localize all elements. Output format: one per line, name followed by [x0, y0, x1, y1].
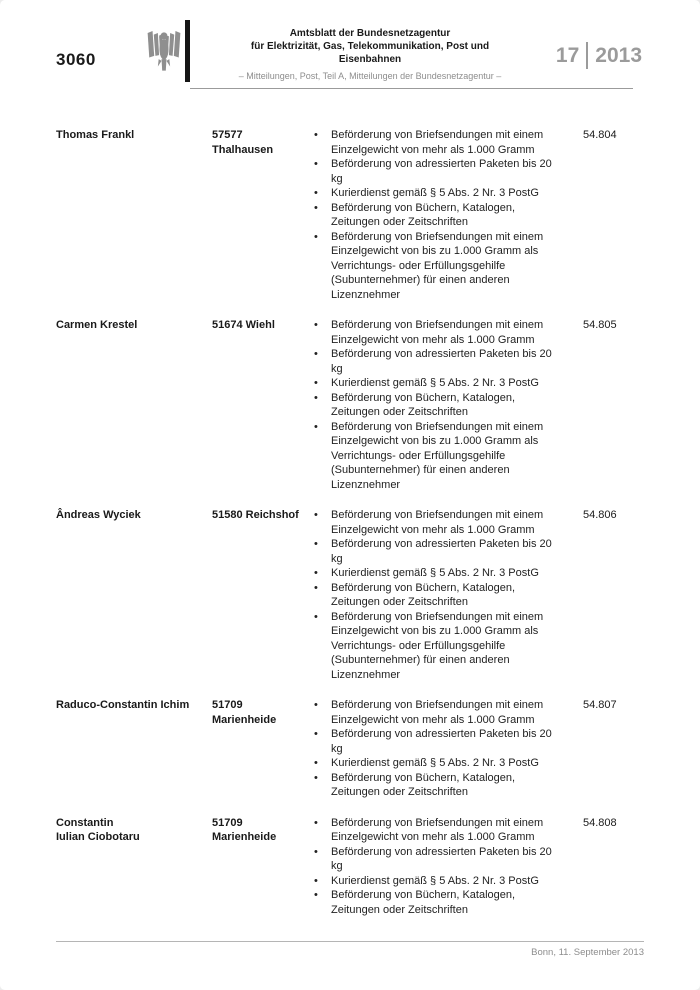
- service-item: [314, 157, 566, 186]
- service-item: [314, 771, 566, 800]
- bullet-icon: •: [314, 771, 318, 784]
- service-text: Beförderung von adressierten Paketen bis 20 kg: [331, 158, 552, 185]
- bullet-icon: •: [314, 129, 318, 141]
- license-number: 54.808: [583, 816, 617, 829]
- service-text: Kurierdienst gemäß § 5 Abs. 2 Nr. 3 PostG: [331, 874, 539, 887]
- service-item: [314, 230, 566, 303]
- service-text: Beförderung von Briefsendungen mit einem Einzelgewicht von mehr als 1.000 Gramm: [331, 816, 544, 843]
- bullet-icon: •: [314, 377, 318, 389]
- service-item: [314, 391, 566, 420]
- service-text: Beförderung von adressierten Paketen bis 20 kg: [331, 348, 552, 375]
- service-text: Kurierdienst gemäß § 5 Abs. 2 Nr. 3 PostG: [331, 757, 539, 769]
- logo-divider-bar: [185, 20, 190, 82]
- licensee-name: Thomas Frankl: [56, 129, 135, 141]
- services-list: [314, 698, 566, 800]
- service-text: Beförderung von Briefsendungen mit einem Einzelgewicht von mehr als 1.000 Gramm: [331, 699, 544, 726]
- bullet-icon: •: [314, 319, 318, 331]
- bullet-icon: •: [314, 610, 318, 623]
- licensee-name: Ândreas Wyciek: [56, 509, 141, 521]
- service-text: Beförderung von adressierten Paketen bis 20 kg: [331, 538, 552, 565]
- service-text: Beförderung von Briefsendungen mit einem Einzelgewicht von mehr als 1.000 Gramm: [331, 129, 544, 156]
- service-item: [314, 347, 566, 376]
- masthead-title-line2: für Elektrizität, Gas, Telekommunikation, Post und Eisenbahnen: [250, 41, 490, 65]
- page-number: 3060: [56, 50, 96, 69]
- licensee-location: 51709 Marienheide: [212, 816, 277, 843]
- service-item: [314, 816, 566, 845]
- masthead-title-line1: Amtsblatt der Bundesnetzagentur: [289, 28, 451, 39]
- license-entries-list: [56, 128, 644, 933]
- bullet-icon: •: [314, 509, 318, 521]
- licensee-name: Raduco-Constantin Ichim: [56, 699, 190, 711]
- bullet-icon: •: [314, 158, 318, 170]
- bullet-icon: •: [314, 874, 318, 887]
- bullet-icon: •: [314, 391, 318, 404]
- bullet-icon: •: [314, 420, 318, 433]
- bullet-icon: •: [314, 230, 318, 243]
- licensee-location: 51709 Marienheide: [212, 699, 277, 726]
- bullet-icon: •: [314, 348, 318, 360]
- bullet-icon: •: [314, 581, 318, 594]
- service-text: Beförderung von Büchern, Katalogen, Zeitungen oder Zeitschriften: [331, 201, 516, 228]
- license-entry: [56, 508, 644, 682]
- masthead-subtitle: – Mitteilungen, Post, Teil A, Mitteilungen der Bundesnetzagentur –: [238, 71, 502, 81]
- license-number: 54.804: [583, 129, 617, 141]
- issue-info: [556, 42, 642, 69]
- service-item: [314, 318, 566, 347]
- service-text: Kurierdienst gemäß § 5 Abs. 2 Nr. 3 PostG: [331, 567, 539, 579]
- licensee-name: Carmen Krestel: [56, 319, 138, 331]
- issue-year: 2013: [595, 43, 642, 67]
- bullet-icon: •: [314, 816, 318, 829]
- services-list: [314, 508, 566, 682]
- service-item: [314, 845, 566, 874]
- license-entry: [56, 318, 644, 492]
- header-rule: [190, 88, 633, 89]
- bullet-icon: •: [314, 757, 318, 769]
- service-text: Beförderung von Briefsendungen mit einem Einzelgewicht von mehr als 1.000 Gramm: [331, 509, 544, 536]
- service-text: Beförderung von Briefsendungen mit einem Einzelgewicht von bis zu 1.000 Gramm als Verrichtungs- oder Erfüllungsgehilfe (Subunternehmer) für einen anderen Lizenznehmer: [331, 420, 544, 491]
- licensee-name: Constantin Iulian Ciobotaru: [56, 816, 140, 843]
- bullet-icon: •: [314, 538, 318, 550]
- service-text: Kurierdienst gemäß § 5 Abs. 2 Nr. 3 PostG: [331, 377, 539, 389]
- license-entry: [56, 816, 644, 918]
- license-number: 54.807: [583, 699, 617, 711]
- bullet-icon: •: [314, 201, 318, 214]
- license-entry: [56, 128, 644, 302]
- service-item: [314, 128, 566, 157]
- service-text: Beförderung von Büchern, Katalogen, Zeitungen oder Zeitschriften: [331, 391, 516, 418]
- service-item: [314, 508, 566, 537]
- service-item: [314, 420, 566, 493]
- service-item: [314, 610, 566, 683]
- page-header: [0, 0, 700, 96]
- service-item: [314, 756, 566, 771]
- issue-number: 17: [555, 43, 580, 67]
- issue-separator: [586, 42, 588, 69]
- service-text: Beförderung von Büchern, Katalogen, Zeitungen oder Zeitschriften: [331, 889, 516, 916]
- service-item: [314, 874, 566, 889]
- service-item: [314, 727, 566, 756]
- bullet-icon: •: [314, 187, 318, 199]
- service-item: [314, 201, 566, 230]
- service-text: Kurierdienst gemäß § 5 Abs. 2 Nr. 3 PostG: [331, 187, 539, 199]
- services-list: [314, 816, 566, 918]
- licensee-location: 51580 Reichshof: [212, 509, 299, 521]
- bullet-icon: •: [314, 567, 318, 579]
- licensee-location: 57577 Thalhausen: [212, 129, 274, 156]
- license-number: 54.805: [583, 319, 617, 331]
- service-text: Beförderung von Büchern, Katalogen, Zeitungen oder Zeitschriften: [331, 771, 516, 798]
- service-item: [314, 698, 566, 727]
- federal-eagle-logo: [146, 22, 182, 80]
- license-number: 54.806: [583, 509, 617, 521]
- footer-rule: [56, 941, 644, 942]
- services-list: [314, 318, 566, 492]
- footer-date: Bonn, 11. September 2013: [531, 947, 644, 958]
- bullet-icon: •: [314, 845, 318, 858]
- license-entry: [56, 698, 644, 800]
- service-item: [314, 376, 566, 391]
- service-text: Beförderung von adressierten Paketen bis 20 kg: [331, 845, 552, 872]
- service-text: Beförderung von Briefsendungen mit einem Einzelgewicht von mehr als 1.000 Gramm: [331, 319, 544, 346]
- service-item: [314, 581, 566, 610]
- service-text: Beförderung von Briefsendungen mit einem Einzelgewicht von bis zu 1.000 Gramm als Verrichtungs- oder Erfüllungsgehilfe (Subunternehmer) für einen anderen Lizenznehmer: [331, 230, 544, 301]
- service-text: Beförderung von Briefsendungen mit einem Einzelgewicht von bis zu 1.000 Gramm als Verrichtungs- oder Erfüllungsgehilfe (Subunternehmer) für einen anderen Lizenznehmer: [331, 610, 544, 681]
- bullet-icon: •: [314, 728, 318, 740]
- service-item: [314, 888, 566, 917]
- services-list: [314, 128, 566, 302]
- service-item: [314, 537, 566, 566]
- service-item: [314, 186, 566, 201]
- service-text: Beförderung von Büchern, Katalogen, Zeitungen oder Zeitschriften: [331, 581, 516, 608]
- service-item: [314, 566, 566, 581]
- page-footer: [56, 941, 644, 958]
- masthead: [224, 27, 516, 81]
- service-text: Beförderung von adressierten Paketen bis 20 kg: [331, 728, 552, 755]
- bullet-icon: •: [314, 889, 318, 901]
- bullet-icon: •: [314, 699, 318, 711]
- licensee-location: 51674 Wiehl: [212, 319, 275, 331]
